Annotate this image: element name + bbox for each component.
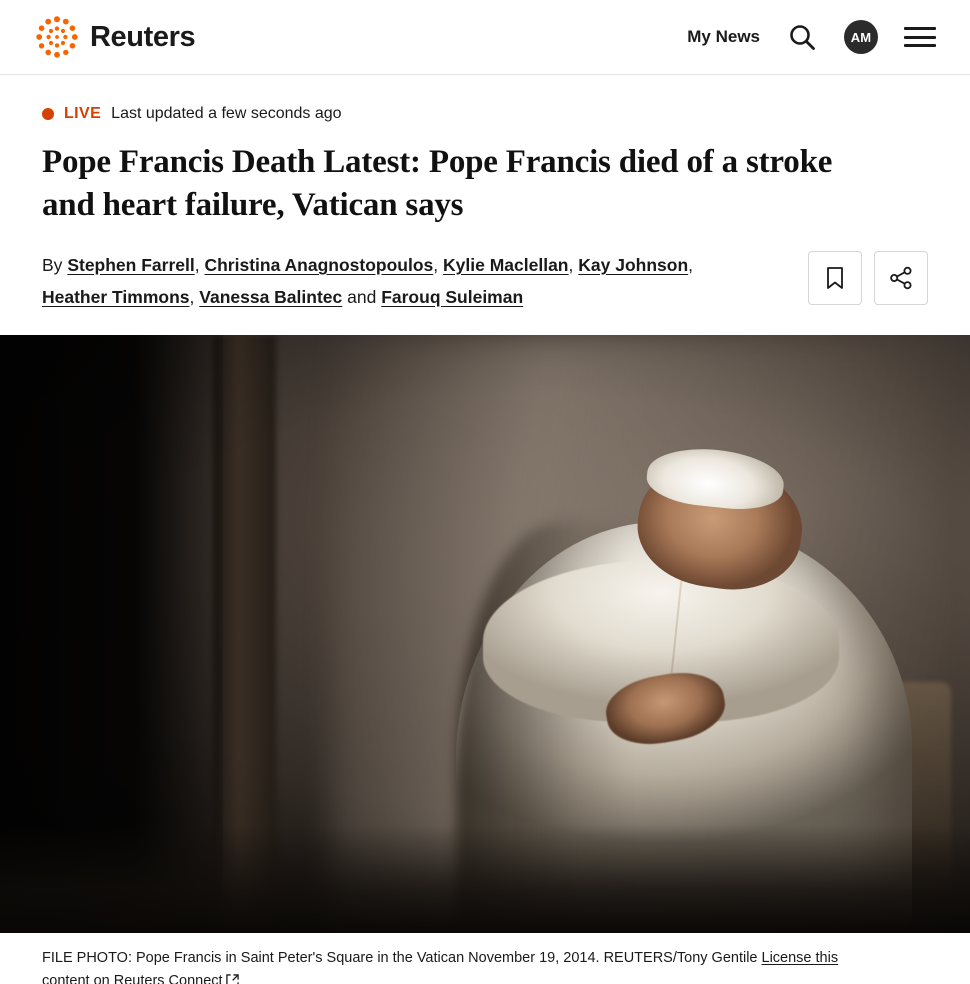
reuters-logo-text: Reuters	[90, 20, 196, 53]
article-actions	[808, 249, 928, 305]
byline-sep: ,	[688, 255, 694, 275]
author-link[interactable]: Kay Johnson	[578, 255, 689, 275]
author-link[interactable]: Farouq Suleiman	[381, 287, 524, 307]
live-dot-icon	[42, 108, 54, 120]
author-link[interactable]: Vanessa Balintec	[199, 287, 343, 307]
byline-sep: ,	[433, 255, 439, 275]
byline-sep: ,	[194, 255, 200, 275]
author-link[interactable]: Heather Timmons	[42, 287, 190, 307]
my-news-link[interactable]: My News	[687, 27, 760, 46]
avatar[interactable]	[844, 20, 878, 54]
live-status-row	[42, 105, 928, 123]
last-updated-text: Last updated a few seconds ago	[111, 105, 342, 122]
bookmark-button[interactable]	[808, 251, 862, 305]
article-header	[0, 75, 970, 313]
byline-sep: ,	[189, 287, 195, 307]
reuters-logo[interactable]	[34, 14, 195, 60]
page-title: Pope Francis Death Latest: Pope Francis died of a stroke and heart failure, Vatican says	[42, 144, 833, 223]
share-icon	[889, 266, 913, 290]
author-link[interactable]: Stephen Farrell	[67, 255, 195, 275]
menu-button[interactable]	[904, 27, 936, 47]
search-button[interactable]	[786, 21, 818, 53]
site-header	[0, 0, 970, 75]
share-button[interactable]	[874, 251, 928, 305]
hero-image-illustration	[0, 335, 970, 933]
bookmark-icon	[825, 266, 845, 290]
byline-row	[42, 249, 928, 313]
live-badge: LIVE	[64, 105, 102, 122]
image-caption	[0, 933, 930, 984]
search-icon	[786, 21, 818, 53]
byline-sep: ,	[568, 255, 574, 275]
reuters-logo-icon	[34, 14, 80, 60]
hero-image	[0, 335, 970, 933]
header-actions	[687, 20, 936, 54]
hamburger-menu-icon	[904, 27, 936, 47]
author-link[interactable]: Christina Anagnostopoulos	[204, 255, 434, 275]
byline-prefix: By	[42, 255, 63, 275]
byline-conjunction: and	[347, 287, 377, 307]
byline	[42, 249, 742, 313]
avatar-initials: AM	[850, 29, 872, 45]
author-link[interactable]: Kylie Maclellan	[443, 255, 569, 275]
image-caption-text: FILE PHOTO: Pope Francis in Saint Peter's Square in the Vatican November 19, 2014. REUTERS/Tony Gentile	[42, 950, 758, 966]
external-link-icon	[226, 972, 239, 984]
license-content-link[interactable]: License this content on Reuters Connect	[42, 950, 839, 984]
